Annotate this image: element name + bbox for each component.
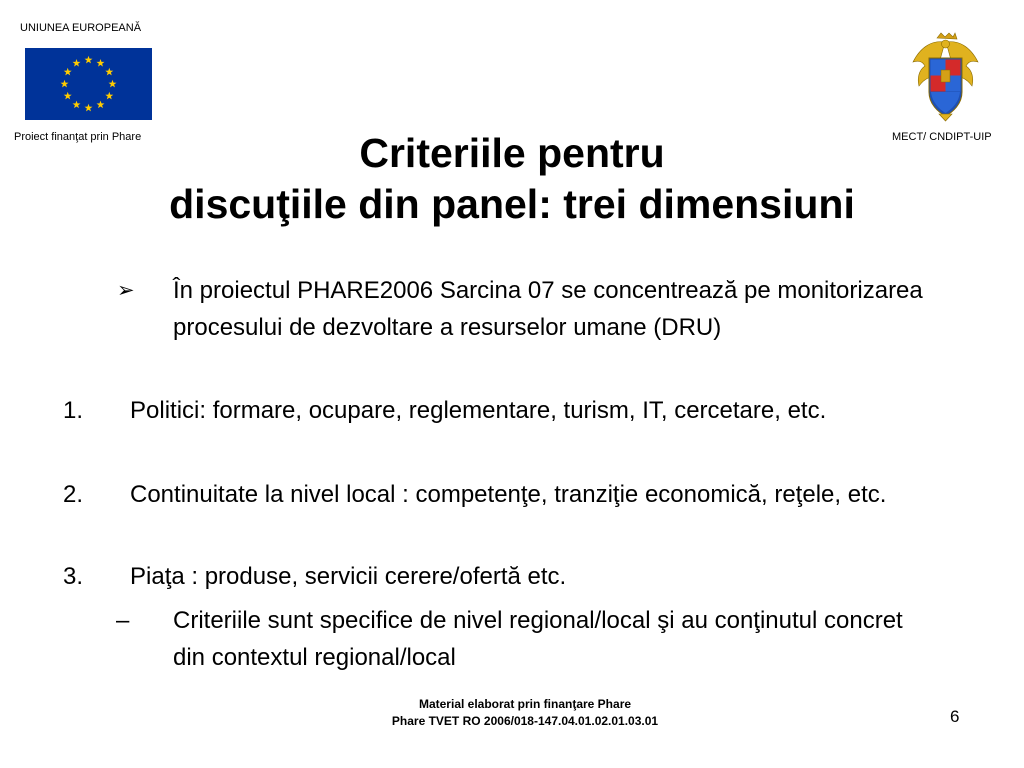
list-item-text: Politici: formare, ocupare, reglementare, turism, IT, cercetare, etc.	[130, 397, 827, 424]
list-item-text: Piaţa : produse, servicii cerere/ofertă etc.	[130, 563, 567, 590]
list-number: 2.	[63, 481, 84, 508]
sub-list-item	[0, 602, 1024, 682]
arrow-bullet-icon: ➢	[117, 278, 135, 302]
title-line-1: Criteriile pentru	[359, 130, 665, 176]
list-item	[0, 392, 1024, 472]
slide-title	[0, 128, 1024, 230]
dash-bullet: –	[116, 607, 130, 634]
footer-line-2: Phare TVET RO 2006/018-147.04.01.02.01.03.01	[391, 714, 659, 728]
coat-of-arms-icon	[911, 32, 980, 122]
title-line-2: discuţiile din panel: trei dimensiuni	[169, 181, 855, 227]
list-item-text: Continuitate la nivel local : competenţe, tranziţie economică, reţele, etc.	[130, 481, 887, 508]
organization-label: MECT/ CNDIPT-UIP	[892, 131, 992, 143]
list-number: 1.	[63, 397, 84, 424]
eu-caption: Proiect finanţat prin Phare	[14, 131, 142, 143]
list-item	[0, 476, 1024, 556]
eu-flag-icon	[25, 48, 152, 120]
eu-label: UNIUNEA EUROPEANĂ	[20, 22, 142, 34]
bullet-text: În proiectul PHARE2006 Sarcina 07 se concentrează pe monitorizarea procesului de dezvoltare a resurselor umane (DRU)	[173, 277, 923, 341]
list-item	[0, 558, 1024, 598]
bullet-item	[0, 272, 1024, 392]
sub-item-text: Criteriile sunt specifice de nivel regional/local şi au conţinutul concret din contextul regional/local	[173, 607, 903, 671]
footer	[300, 696, 750, 730]
footer-line-1: Material elaborat prin finanţare Phare	[418, 697, 632, 711]
page-number: 6	[950, 707, 960, 726]
list-number: 3.	[63, 563, 84, 590]
